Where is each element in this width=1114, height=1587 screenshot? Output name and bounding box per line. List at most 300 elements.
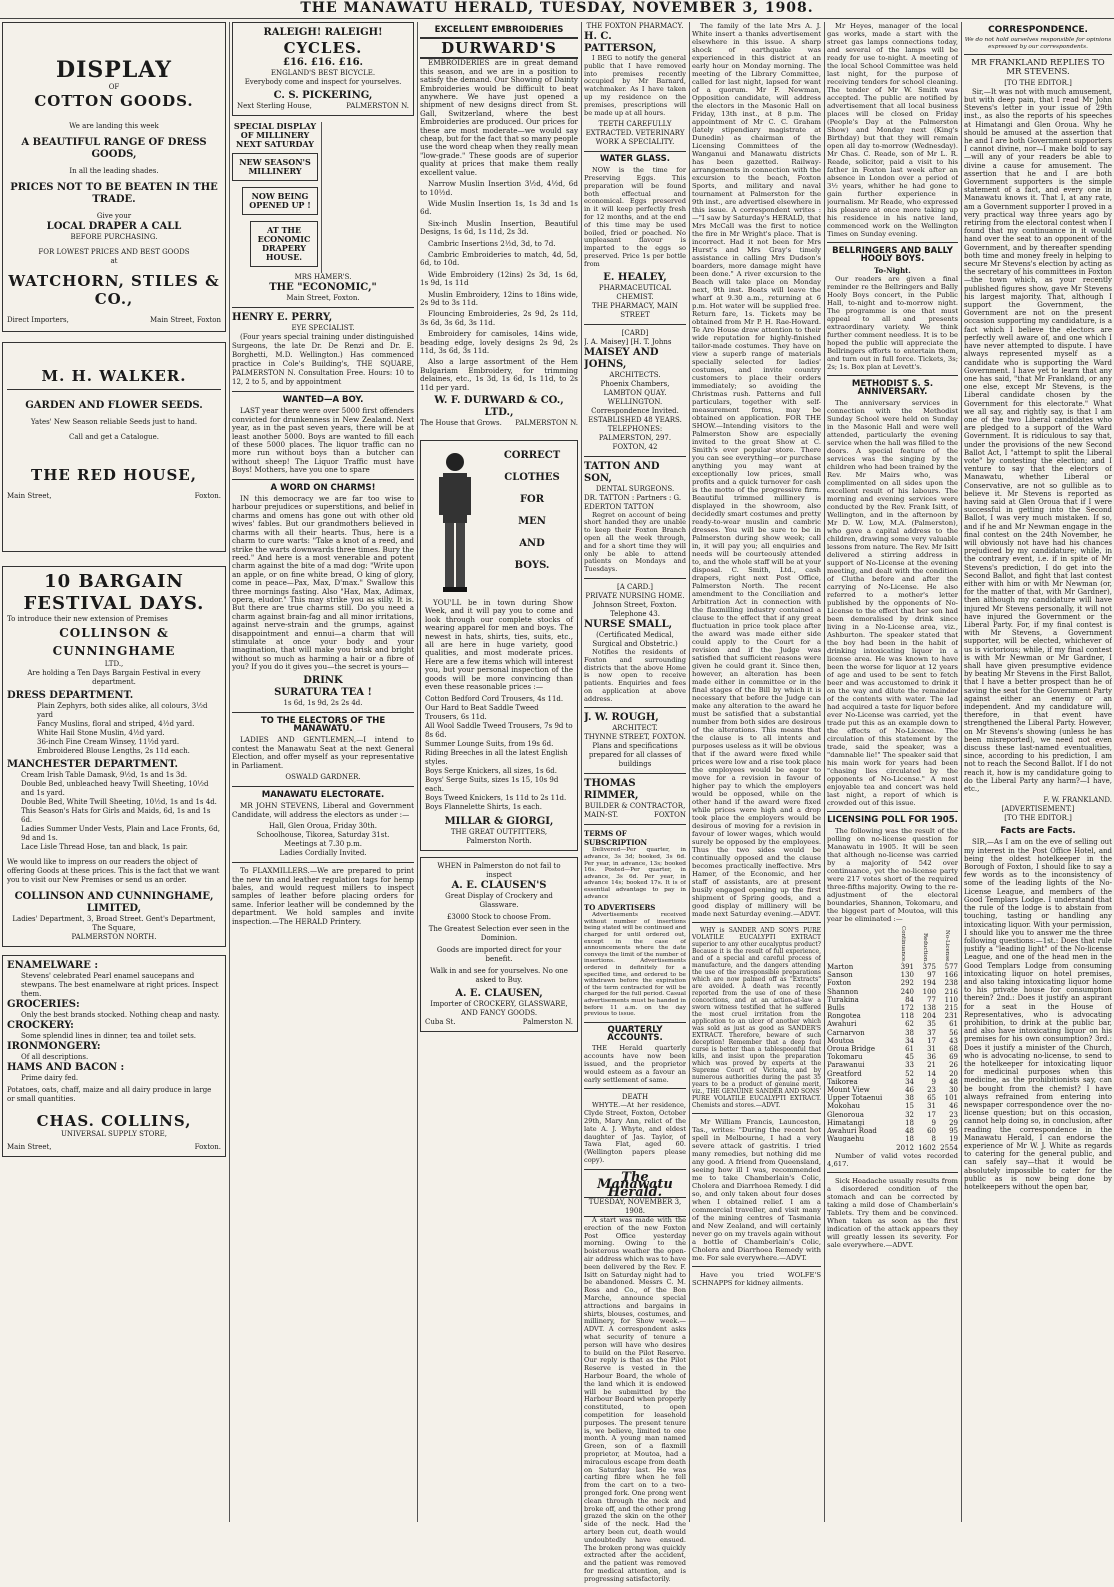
ad-text: We are landing this week — [69, 122, 159, 130]
list-item: Wide Embroidery (12ins) 2s 3d, 1s 6d, 1s 9d, 1s 11d — [420, 269, 578, 288]
ad-firm-name: A. E. CLAUSEN'S — [451, 879, 547, 891]
list-item: Double Bed, unbleached heavy Twill Sheeting, 10½d and 1s yard. — [21, 780, 209, 797]
section-heading: DEATH — [621, 1093, 649, 1102]
list-item: Ladies Summer Under Vests, Plain and Lace Fronts, 6d, 9d and 1s. — [21, 825, 220, 842]
table-cell: 9 — [931, 1077, 936, 1086]
ad-text: PALMERSTON NORTH. — [71, 933, 157, 941]
ad-collins — [2, 955, 226, 1157]
table-cell: Turakina — [827, 995, 859, 1004]
table-cell: Foxton — [827, 979, 852, 988]
ad-text: TEETH CAREFULLY EXTRACTED. VETERINARY WORK A SPECIALITY. — [585, 120, 685, 147]
ad-title: CORRECT — [503, 450, 561, 462]
manchester-list — [7, 771, 221, 852]
divider — [584, 324, 686, 325]
table-cell: 130 — [900, 971, 914, 980]
table-cell: 118 — [900, 1012, 914, 1021]
table-cell: 31 — [927, 1045, 936, 1054]
section-heading: TERMS OF SUBSCRIPTION — [584, 829, 648, 848]
ad-text: [TO THE EDITOR.] — [1004, 814, 1072, 823]
table-cell: 38 — [905, 1028, 914, 1037]
ad-firm-name: COLLINSON & CUNNINGHAME — [52, 626, 176, 658]
ad-firm-name: NURSE SMALL, — [584, 618, 673, 630]
table-cell: 46 — [905, 1086, 914, 1095]
ad-title: SPECIAL DISPLAY OF MILLINERY NEXT SATURDAY — [233, 121, 317, 149]
ad-text: Everybody come and inspect for yourselves. — [244, 78, 402, 86]
table-cell: 166 — [944, 971, 958, 980]
table-cell: 29 — [949, 1118, 958, 1127]
ad-text: Regret on account of being short handed they are unable to keep their Foxton Branch open all the week through, and for a short time they will only be able to attend patients on Mondays and Tuesdays. — [584, 510, 686, 574]
signature: F. W. FRANKLAND. — [1043, 796, 1112, 805]
ad-text: Of all descriptions. — [21, 1053, 89, 1061]
list-item: Muslin Embroidery, 12ins to 18ins wide, 2s 9d to 3s 11d. — [420, 289, 578, 307]
table-cell: 18 — [905, 1135, 914, 1144]
ad-text: Great Display of Crockery and Glassware. — [445, 891, 553, 909]
section-heading: EXCELLENT EMBROIDERIES — [434, 25, 564, 35]
ad-text: THE PHARMACY, MAIN STREET — [591, 301, 679, 319]
list-item: Our Hard to Beat Saddle Tweed Trousers, 6s 11d. — [425, 703, 539, 721]
divider — [7, 389, 221, 390]
table-cell: 34 — [905, 1077, 914, 1086]
ad-raleigh — [232, 22, 414, 116]
ad-text: Phoenix Chambers, — [600, 379, 670, 388]
table-row — [827, 1061, 958, 1069]
column-7 — [964, 22, 1112, 1194]
ad-firm-name: WATCHORN, STILES & CO., — [8, 272, 220, 308]
ad-firm-name: C. S. PICKERING, — [273, 90, 373, 101]
ad-text: A BEAUTIFUL RANGE OF DRESS GOODS, — [21, 137, 207, 160]
table-cell: Tokomaru — [827, 1053, 863, 1062]
table-cell: 2554 — [940, 1143, 958, 1152]
table-cell: 17 — [927, 1110, 936, 1119]
table-row — [827, 1053, 958, 1061]
ad-footer-left: MAIN-ST. — [584, 811, 619, 820]
list-item: Boys Serge Knickers, all sizes, 1s 6d. — [425, 766, 557, 775]
section-heading: WANTED—A BOY. — [282, 395, 364, 405]
list-item: Six-inch Muslin Insertion, Beautiful Designs, 1s 6d, 1s 11d, 2s 3d. — [420, 218, 578, 237]
ad-text: Only the best brands stocked. Nothing cheap and nasty. — [21, 1011, 220, 1019]
article-text: To FLAXMILLERS.—We are prepared to print the new tin and leather regulation tags for hemp bales, and would request millers to inspect samples of leather before placing orders for same. Inferior leather will be condemned by the department. We hold samples and invite inspection.—The HERALD Printery. — [232, 866, 414, 926]
ad-text: Some splendid lines in dinner, tea and toilet sets. — [21, 1032, 197, 1040]
ad-collinson — [2, 566, 226, 947]
ad-text: ARCHITECTS. — [609, 370, 661, 379]
column-rule — [689, 22, 690, 1522]
divider — [964, 54, 1112, 55]
column-6 — [827, 22, 958, 1252]
table-row — [827, 1029, 958, 1037]
ad-firm-name: H. C. PATTERSON, — [584, 31, 657, 54]
column-rule — [581, 22, 582, 1522]
list-item: Riding Breeches in all the latest English styles. — [425, 748, 568, 766]
table-cell: 18 — [905, 1118, 914, 1127]
ad-footer-left: Direct Importers, — [7, 316, 69, 324]
divider — [584, 1088, 686, 1089]
newspaper-title: The Manawatu Herald. — [597, 1169, 673, 1201]
divider — [232, 391, 414, 392]
ad-footer-left: Main Street, — [7, 492, 52, 500]
ad-footer — [425, 1018, 573, 1027]
table-row — [827, 1012, 958, 1020]
ad-title: CLOTHES — [504, 472, 560, 484]
ad-text: ESTABLISHED 48 YEARS. — [588, 415, 682, 424]
ad-title: AND — [519, 538, 545, 550]
divider — [232, 862, 414, 863]
article-text: EMBROIDERIES are in great demand this season, and we are in a position to satisfy the demand. Our Showing of Dainty Embroideries would be difficult to beat anywhere. We have just opened a shipment of new designs direct from St. Gall, Switzerland, where the best Embroideries are produced. Our prices for these are most moderate—we would say cheap, but for the fact that so many people use the word cheap when they really mean "low-grade." These goods are of superior quality at prices that make them really excellent value. — [420, 58, 578, 177]
ad-text: We would like to impress on our readers the object of offering Goods at these prices. This is the fact that we want you to visit our New Premises or send us an order. — [7, 858, 220, 884]
ad-text: Give your — [96, 212, 132, 220]
table-row — [827, 1078, 958, 1086]
ad-text: NOW is the time for Preserving Eggs. This preparation will be found both effectual and economical. Eggs preserved in it will keep perfectly fresh for 12 months, and at the end of this time may be used boiled, fried or poached. No unpleasant flavour is imparted to the eggs so preserved. Price 1s per bottle from — [584, 166, 686, 268]
table-cell: 238 — [944, 979, 958, 988]
column-4 — [584, 22, 686, 1587]
table-cell: Greatford — [827, 1069, 862, 1078]
ad-text: Goods are imported direct for your benefit. — [436, 945, 562, 963]
ad-text: NEW SEASON'S MILLINERY — [232, 153, 318, 181]
article-text: The family of the late Mrs A. J. White insert a thanks advertisement elsewhere in this issue. A sharp shock of earthquake was experienced in this district at an early hour on Monday morning. The meeting of the Library Committee, called for last night, lapsed for want of a quorum. Mr F. Newman, Opposition candidate, will address the electors in the Masonic Hall on Friday, 13th inst., at 8 p.m. The appointment of Mr C. C. Graham (lately stipendiary magistrate at Dunedin) as chairman of the Licensing Committees of the Wanganui and Manawatu districts has been gazetted. Railway-arrangements in connection with the excursion to the beach, Foxton Sports, and military and naval tournament at Palmerston for the 9th inst., are advertised elsewhere in this issue. A correspondent writes :—"I saw by Saturday's HERALD, that Mrs McCall was the first to notice the fire in Mr Wright's place. That is incorrect. Had it not been for Mrs Hurst's and Mrs Gray's timely assistance in calling Mrs Dudson's boarders, more damage might have been done." A river excursion to the Beach will take place on Monday next, 9th inst. Boats will leave the wharf at 9.30 a.m., returning at 6 p.m. Hot water will be supplied free. Return fare, 1s. Tickets may be obtained from Mr P. H. Rae-Howard. Te Aro House draw attention to their wide reputation for highly-finished tailor-made costumes. They have on view a superb range of materials specially selected for ladies' costumes, and invite country customers to place their orders immediately; so avoiding the Christmas rush. Patterns and full particulars, together with self-measurement forms, may be obtained on application. FOR THE SHOW.—Intending visitors to the Palmerston Show are especially invited to the great Show at C. Smith's ever popular store. There you can see everything—or purchase anything you may want at exceptionally low prices, small profits and a quick turnover for cash is the motto of the progressive firm. Beautiful trimmed millinery is displayed in the showroom, also decidedly smart costumes and pretty ready-to-wear muslin and cambric dresses. You will be sure to be in Palmerston during show week; call in, it will pay you; all enquiries and needs will be courteously attended to, and the whole staff will be at your disposal. C. Smith, Ltd., cash drapers, right next Post Office, Palmerston North. The recent amendment to the Conciliation and Arbitration Act in connection with the flaxmilling industry contained a clause to the effect that if any great fluctuation in price took place after the award was made either side could apply to the Court for a revision and if the Judge was satisfied that sufficient reasons were given he could grant it. Since then, however, an alteration has been made either in committee or in the final stages of the Bill by which it is necessary that before the Judge can make any alteration to the award he must be satisfied that a substantial number from both sides are desirous of the alterations. This means that the clause is to all intents and purposes useless as it will be obvious that if the award were fixed while prices were low and a rise took place the employees would be eager to move for a revision in favour of higher pay to which the employers would be opposed, while on the other hand if the award were fixed while prices were high and a drop took place the employers would be desirous of moving for a revision in favour of lower wages, which would surely be opposed by the employees. Thus the two sides would be continually opposed and the clause becomes practically ineffective. Mrs Hamer, of the Economic, and her staff of assistants, are at present busily engaged opening up the first shipment of Spring goods, and a good display of millinery will be made next Saturday evening.—ADVT. — [692, 22, 821, 918]
ad-text: [CARD] — [621, 328, 649, 337]
ad-title: SURATURA TEA ! — [274, 686, 372, 698]
table-row — [827, 979, 958, 987]
ad-text: Walk in and see for yourselves. No one asked to Buy. — [430, 966, 568, 984]
ad-title: COTTON GOODS. — [34, 92, 194, 110]
ad-title: RALEIGH! RALEIGH! — [263, 27, 383, 38]
ad-text: Main Street, Foxton. — [286, 294, 360, 302]
ad-footer-right: FOXTON — [654, 811, 686, 820]
list-item: Boys Tweed Knickers, 1s 11d to 2s 11d. — [425, 793, 567, 802]
man-figure-illustration — [425, 447, 485, 597]
ad-text: Schoolhouse, Tikorea, Saturday 31st. — [256, 831, 390, 840]
table-body — [827, 963, 958, 1152]
divider — [584, 151, 686, 152]
article-text: MR JOHN STEVENS, Liberal and Government Candidate, will address the electors as under :— — [232, 801, 414, 819]
ad-text: LTD., — [104, 660, 124, 668]
divider — [692, 922, 821, 923]
ad-text: GARDEN AND FLOWER SEEDS. — [25, 400, 203, 411]
ad-footer-right: Foxton. — [194, 492, 221, 500]
ad-text: THYNNE STREET, FOXTON. — [584, 733, 686, 742]
article-text: THE Herald quarterly accounts have now been issued, and the proprietor would esteem as a favour an early settlement of same. — [584, 1044, 686, 1084]
table-cell: Awahuri Road — [827, 1127, 877, 1136]
ad-footer-left: Main Street, — [7, 1143, 52, 1151]
table-cell: 38 — [905, 1094, 914, 1103]
list-item: Cream Irish Table Damask, 9½d, 1s and 1s 3d. — [21, 771, 188, 779]
divider — [827, 242, 958, 243]
letter-text: Sir,—It was not with much amusement, but with deep pain, that I read Mr John Stevens's letter in your issue of 29th inst., as also the reports of his speeches at Himatangi and Glen Oroua. Why he should be amused at the assertion that he and I are both Government supporters I cannot divine, nor—I make bold to say—will any of your readers be able to divine a cause for amusement. The assertion that he and I are both Government supporters is the simple statement of a fact, and every one in Manawatu knows it. That I, at any rate, am a Government supporter I proved in a very practical way three years ago by retiring from the electoral contest when I found that my continuance in it would hand over the seat to an opponent of the Government, and by thereafter spending both time and money freely in helping to secure Mr Stevens's election by acting as the secretary of his committees in Foxton—the town which, as your recently published figures show, gave Mr Stevens his largest majority. That, although I support the Government, the Government are not on the present occasion supporting my candidature, is a fact which I believe the electors are perfectly well aware of, and one which I have never attempted to dispute. I have always represented myself as a candidate who is supporting the Ward Government. I have yet to learn that any one has said, "that Mr Frankland, or any one else, except Mr Stevens, is the Liberal candidate chosen by the Government for this electorate." What we all say, and rightly say, is that I am one of the two Liberal candidates who are pledged to a support of the Ward Government. It is ridiculous to say that, under the provisions of the new Second Ballot Act, I "attempt to split the Liberal vote" by contesting the election; and I venture to say that the electors of Manawatu, whether Liberal or Conservative, are not so gullible as to believe it. Mr Stevens is reported as having said at Glen Oroua that if I were successful in getting into the Second Ballot, I was very much mistaken. If so, and if he and Mr Newman engage in the final contest on the 24th November, he will obviously not have had his chances prejudiced by my candidature; while, in the contrary event, i.e. if in spite of Mr Stevens's prediction, I do get into the Second Ballot, and fight that last contest either with him or with Mr Newman (or, for the matter of that, with Mr Gardner), then although my candidature will have injured Mr Stevens personally, it will not have injured the Government or the Liberal Party. For, if my final contest is with Mr Stevens, a Government supporter, will be elected, whichever of us is victorious; while, if my final contest is with Mr Newman or Mr Gardner, I shall have given presumptive evidence by beating Mr Stevens in the First Ballot, that I have a better prospect than he of saving the seat for the Government Party against either an enemy or an independent. And my candidature will, therefore, in that event have strengthened the Liberal Party. However, on Mr Stevens's showing (unless he has been misreported), we need not even discuss these last-named eventualities, since, according to his prediction, I am not to reach the Second Ballot. If I do not reach it, how is my candidature going to do the Liberal Party any harm?—I have, etc., — [964, 87, 1112, 794]
section-heading: LICENSING POLL FOR 1905. — [827, 815, 958, 825]
section-subheading: To-Night. — [874, 266, 911, 275]
section-heading: Facts are Facts. — [1000, 826, 1076, 837]
ad-section-heading: CROCKERY: — [7, 1020, 74, 1031]
ad-footer — [7, 1143, 221, 1152]
ad-footer-right: PALMERSTON N. — [346, 102, 409, 110]
list-item: Also a large assortment of the Hem Bulgariam Embroidery, for trimming delaines, etc., 1s 3d, 1s 6d, 1s 11d, to 2s 11d per yard. — [420, 357, 578, 392]
table-cell: Moutoa — [827, 1036, 855, 1045]
ad-title: CYCLES. — [283, 39, 363, 57]
letter-heading: MR FRANKLAND REPLIES TO MR STEVENS. — [971, 58, 1105, 77]
ad-perry — [232, 312, 414, 387]
ad-text: (Certificated Medical, Surgical and Obstetric.) — [592, 630, 678, 648]
table-cell: 21 — [927, 1061, 936, 1070]
ad-text: £3000 Stock to choose From. — [446, 912, 552, 921]
divider — [584, 773, 686, 774]
table-cell: 8 — [931, 1135, 936, 1144]
table-cell: Glenoroua — [827, 1110, 864, 1119]
table-row — [827, 1102, 958, 1110]
divider — [232, 307, 414, 308]
section-heading: WATER GLASS. — [599, 154, 671, 165]
ad-text: OF — [108, 83, 120, 91]
ad-firm-name: THE RED HOUSE, — [31, 466, 197, 484]
ad-firm-name: W. F. DURWARD & CO., LTD., — [434, 395, 564, 419]
table-cell: 194 — [922, 979, 936, 988]
table-cell: 45 — [905, 1053, 914, 1062]
divider — [692, 1266, 821, 1267]
table-cell: Himatangi — [827, 1118, 865, 1127]
embroidery-list — [420, 180, 578, 392]
table-cell: 215 — [944, 1004, 958, 1013]
list-item: Fancy Muslins, floral and striped, 4½d yard. — [37, 720, 195, 728]
ad-footer-right: Foxton. — [194, 1143, 221, 1151]
table-cell: Parawanui — [827, 1061, 865, 1070]
section-heading: BELLRINGERS AND BALLY HOOLY BOYS. — [832, 246, 953, 264]
table-cell: 172 — [900, 1004, 914, 1013]
ad-text: FOR LOWEST PRICES AND BEST GOODS — [38, 248, 190, 256]
table-cell: Bulls — [827, 1004, 845, 1013]
table-cell: 138 — [922, 1004, 936, 1013]
table-row — [827, 1119, 958, 1127]
column-rule — [229, 22, 230, 1522]
ad-firm-name: HENRY E. PERRY, — [232, 312, 333, 323]
ad-text: PALMERSTON, 297. FOXTON, 42 — [598, 433, 672, 451]
table-header-cell: Reduction. — [922, 932, 929, 964]
ad-footer — [7, 492, 221, 501]
ad-text: Stevens' celebrated Pearl enamel saucepans and stewpans. The best enamelware at right prices. Inspect them. — [21, 972, 219, 998]
ad-text: NOW BEING OPENED UP ! — [242, 187, 318, 215]
ad-text: UNIVERSAL SUPPLY STORE, — [61, 1130, 167, 1138]
list-item: Embroidered Blouse Lengths, 2s 11d each. — [37, 747, 190, 755]
ad-text: J. A. Maisey] [H. T. Johns — [584, 337, 672, 346]
column-rule — [824, 22, 825, 1522]
list-item: Boys Flannelette Shirts, 1s each. — [425, 802, 542, 811]
ad-firm-name: J. W. ROUGH, — [584, 712, 659, 724]
ad-text: PHARMACEUTICAL CHEMIST. — [598, 283, 672, 301]
ad-watchorn-stiles — [2, 22, 226, 332]
table-cell: 56 — [949, 1028, 958, 1037]
table-cell: 240 — [900, 987, 914, 996]
article-text: Number of valid votes recorded 4,617. — [827, 1151, 958, 1168]
column-rule — [417, 22, 418, 1522]
table-cell: Marton — [827, 963, 854, 972]
table-cell: 52 — [905, 1069, 914, 1078]
table-cell: 33 — [905, 1061, 914, 1070]
table-row — [827, 1127, 958, 1135]
divider — [584, 578, 686, 579]
ad-text: PRICES NOT TO BE BEATEN IN THE TRADE. — [10, 182, 218, 205]
ad-walker — [2, 342, 226, 552]
letter-text: SIR,—As I am on the eve of selling out my interest in the Post Office Hotel, and being the oldest hotelkeeper in the Borough of Foxton, I should like to say a few words as to the inconsistency of some of the leading lights of the No-License League, and members of the Good Templars Lodge. I understand that the rule of the lodge is to abstain from touching, tasting or handling any intoxicating liquor. With your permission, I should like you to answer me the three following questions:—1st.: Does that rule justify a "leading light" of the No-license League, and one of the head men in the Good Templars Lodge from consuming intoxicating liquor on hotel premises, and also taking intoxicating liquor home to his private house for consumption therein? 2nd.: Does it justify an aspirant for a seat in the House of Representatives, who is advocating prohibition, to drink at the public bar, and also have intoxicating liquor on his premises for his own consumption? 3rd.: Does it justify a minister of the Church, who is advocating no-license, to send to the hotelkeeper for intoxicating liquor for medicinal purposes when this medicine, as the prohibitionists say, can be bought from the chemist? I have always refrained from entering into newspaper correspondence over the no-license question; but on this occasion, cannot help doing so, in conclusion, after reading the correspondence in the Manawatu Herald, I can endorse the experience of Mr W. J. White as regards to catering for the general public, and can safely say—that it would be absolutely impossible to cater for the public as is now being done by hotelkeepers without the open bar, — [964, 838, 1112, 1191]
table-cell: Carnarvon — [827, 1028, 865, 1037]
ad-firm-name: MILLAR & GIORGI, — [444, 815, 554, 827]
table-row — [827, 1111, 958, 1119]
article-text: The anniversary services in connection with the Methodist Sunday School were held on Sunday in the Masonic Hall and were well attended, particularly the evening service when the hall was filled to the doors. A special feature of the services was the singing by the children who had been trained by the Rev. Mr Mairs who, was complimented on all sides upon the excellent result of his labours. The morning and evening services were conducted by the Rev. Frank Isitt, of Wellington, and in the afternoon by Mr D. W. Low, M.A. (Palmerston), who gave a capital address to the children, drawing some very valuable lessons from nature. The Rev. Mr Isitt delivered a stirring address in support of No-License at the evening meeting, and dealt with the condition of Clutha before and after the carrying of No-License. He also referred to a mother's letter published by the opponents of No-License to the effect that her son had been demoralised by drink since living in a No-License area, viz., Ashburton. The speaker stated that the boy had been in the habit of drinking intoxicating liquor in a license area. He was known to have been the worse for liquor at 12 years of age and used to be sent to fetch beer and was accustomed to drink it on the way and dilute the remainder of the contents with water. The lad had acquired a taste for liquor before ever No-License was carried, yet the trade put this as an example down to the effects of No-License. The circulation of this statement by the trade, said the speaker, was a "damnable lie!" The speaker said that his main work for years had been "chasing lies circulated by the opponents of No-License." A most enjoyable tea and concert was held last night, a report of which is crowded out of this issue. — [827, 399, 958, 807]
ad-text: 1s 6d, 1s 9d, 2s 2s 4d. — [283, 698, 363, 707]
ad-millinery — [232, 122, 322, 273]
list-item: Embroidery for camisoles, 14ins wide, beading edge, lovely designs 2s 9d, 2s 11d, 3s 6d, 3s 11d. — [420, 329, 578, 355]
article-text: IN this democracy we are far too wise to harbour prejudices or superstitions, and belief in charms and omens has gone out with other old wives' fables. But our grandmothers believed in charms with all their hearts. Thus, here is a charm to cure warts: "Take a knot of a reed, and strike the warts downwards three times. Bury the reed." And here is a most venerable and potent charm against the bite of a mad dog: "Write upon an apple, or on fine white bread, O king of glory, come in peace—Pax, Max, D'max." Swallow this three mornings fasting. Also "Hax, Max, Adimax, opera, eludor." This may strike you as silly. It is. But there are true charms still. Do you need a charm against brain-fag and all minor irritations, against nerve-strain and the grumps, against disappointment and ennui—a charm that will stimulate at once your body and your imagination, that will make you brisk and bright without so much as harming a hair or a fibre of you? If you do it gives you—the secret is yours— — [232, 494, 414, 672]
editorial-note: We do not hold ourselves responsible for opinions expressed by our correspondents. — [964, 37, 1112, 50]
table-cell: 61 — [905, 1045, 914, 1054]
article-text: WHY is SANDER AND SON'S PURE VOLATILE EUCALYPTI EXTRACT superior to any other eucalyptus product? Because it is the result of full experience, and of a special and careful process of manufacture, and the dangers attending the use of the irresponsible preparations which are now palmed off as "Extracts" are avoided. A death was recently reported from the use of one of these concoctions, and at an action-at-law a sworn witness testified that he suffered the most cruel irritation from the application to an ulcer of another which was sold as just as good as SANDER'S EXTRACT. Therefore, beware of such deception! Remember that a deep foul curse is better than a tablespoonful that kills, and insist upon the preparation which was proved by experts at the Supreme Court of Victoria, and by numerous authorities during the past 35 years to be a product of genuine merit, viz., THE GENUINE SANDER AND SONS' PURE VOLATILE EUCALYPTI EXTRACT. Chemists and stores.—ADVT. — [692, 927, 821, 1109]
table-row — [827, 988, 958, 996]
table-cell: 216 — [944, 987, 958, 996]
ad-text: at — [110, 257, 118, 265]
list-item: Cambric Embroideries to match, 4d, 5d, 6d, to 10d. — [420, 249, 578, 268]
ad-firm-name: E. HEALEY, — [603, 271, 667, 283]
table-cell: 19 — [949, 1135, 958, 1144]
article-text: Delivered—Per quarter, in advance, 3s 3d; booked, 3s 6d. Per year, in advance, 13s; booked 16s. Posted—Per quarter, in advance, 3s 6d. Per year, in advance 14s; booked 17s. It is of essential advantage to pay in advance — [584, 847, 686, 900]
table-header-cell — [827, 926, 892, 963]
list-item: Plain Zephyrs, both sides alike, all colours, 3½d yard — [37, 702, 208, 719]
ad-clausen — [420, 857, 578, 1032]
article-text: LAST year there were over 5000 first offenders convicted for drunkenness in New Zealand. Next year, as in the past seven years, there will be at least another 5000. Boys are wanted to fill each of these 5000 places. The liquor traffic can no more run without boys than a butcher can without sheep! The Liquor Traffic must have Boys! Mothers, have you one to spare — [232, 406, 414, 475]
table-row — [827, 1144, 958, 1152]
section-heading: QUARTERLY ACCOUNTS. — [607, 1024, 663, 1043]
table-cell: 375 — [922, 963, 936, 972]
divider — [584, 456, 686, 457]
article-text: Have you tried WOLFE'S SCHNAPPS for kidney ailments. — [692, 1271, 821, 1287]
ad-text: Prime dairy fed. — [21, 1074, 79, 1082]
table-header-row — [827, 926, 958, 963]
ad-footer — [420, 419, 578, 428]
ad-text: £16. £16. £16. — [282, 57, 364, 68]
ad-text: I BEG to notify the general public that I have removed into premises recently occupied by Mr Barnard, watchmaker. As I have taken up my residence on the premises, prescriptions will be made up at all hours. — [584, 54, 686, 117]
ad-text: Importer of CROCKERY, GLASSWARE, AND FANCY GOODS. — [430, 999, 568, 1017]
table-cell: 20 — [949, 1069, 958, 1078]
table-row — [827, 971, 958, 979]
table-cell: 60 — [927, 1127, 936, 1136]
table-row — [827, 1094, 958, 1102]
table-cell: 95 — [949, 1127, 958, 1136]
ad-text: Telephone 43. — [610, 609, 660, 618]
section-heading: TO THE ELECTORS OF THE MANAWATU. — [260, 715, 386, 734]
table-cell: 204 — [922, 1012, 936, 1021]
column-1 — [2, 22, 226, 1163]
ad-text: Notifies the residents of Foxton and surrounding districts that the above Home is now open to receive patients. Enquiries and fees on application at above address. — [584, 647, 686, 703]
table-cell: 9 — [931, 1118, 936, 1127]
ad-text: [TO THE EDITOR.] — [1004, 78, 1072, 87]
ad-title: M. H. WALKER. — [41, 367, 187, 385]
ad-firm-name: THOMAS RIMMER, — [584, 778, 639, 802]
table-cell: 48 — [905, 1127, 914, 1136]
ad-text: Hall, Glen Oroua, Friday 30th. — [268, 822, 378, 831]
ad-text: ARCHITECT. — [612, 724, 658, 733]
list-item: Double Bed, White Twill Sheeting, 10½d, 1s and 1s 4d. — [21, 798, 217, 806]
article-text: Mr Heyes, manager of the local gas works, made a start with the street gas lamps connections today, and several of the lamps will be ready for use to-night. A meeting of the local School Committee was held last night, for the purpose of receiving tenders for school cleaning. The tender of Mr W. Smith was accepted. The public are notified by advertisement that all local business places will be closed on Friday (People's Day at the Palmerston Show) and Monday next (King's Birthday) but that they will remain open all day to-morrow (Wednesday). Mr Chas. C. Reade, son of Mr L. R. Reade, solicitor, paid a visit to his father in Foxton last week after an absence in London over a period of 3½ years, whither he had gone to gain further experience in journalism. Mr Reade, who expressed his pleasure at once more taking up his residence in his native land, commenced work on the Wellington Times on Sunday evening. — [827, 22, 958, 238]
table-cell: Taikorea — [827, 1077, 858, 1086]
column-3 — [420, 22, 578, 1038]
table-row — [827, 1020, 958, 1028]
table-cell: Oroua Bridge — [827, 1045, 876, 1054]
table-cell: 35 — [927, 1020, 936, 1029]
ad-firm-name: THE "ECONOMIC," — [269, 282, 377, 293]
table-cell: 34 — [905, 1036, 914, 1045]
ad-title: MEN — [518, 516, 546, 528]
article-text: The following was the result of the polling on no-license question for Manawatu in 1905. It will be seen that although no-license was carried by a majority of 542 over continuance, yet the no-license party were 217 votes short of the required three-fifths majority. Owing to the re-adjustment of the electoral boundaries, Shannon, Tokomaru, and the biggest part of Moutoa, will this year be eliminated :— — [827, 827, 958, 923]
list-item: Cambric Insertions 2½d, 3d, to 7d. — [428, 238, 556, 248]
list-item: Boys' Serge Suits, sizes 1s 15, 10s 9d each. — [425, 775, 559, 793]
ad-text: Yates' New Season reliable Seeds just to hand. — [30, 418, 198, 426]
ad-text: [A CARD.] — [616, 582, 653, 591]
list-item: White Hail Stone Muslin, 4½d yard. — [37, 729, 165, 737]
table-header-cell: No-License. — [944, 929, 951, 964]
table-cell: 37 — [927, 1028, 936, 1037]
table-cell: 68 — [949, 1045, 958, 1054]
ad-section-heading: HAMS AND BACON : — [7, 1062, 125, 1073]
table-cell: 391 — [900, 963, 914, 972]
masthead: THE MANAWATU HERALD, TUESDAY, NOVEMBER 3, 1908. — [0, 0, 1114, 19]
ad-text: Call and get a Catalogue. — [68, 433, 159, 441]
ad-footer — [584, 811, 686, 820]
ad-text: DR. TATTON : Partners : G. EDERTON TATTON — [584, 493, 682, 511]
ad-footer-right: Palmerston N. — [522, 1017, 573, 1026]
ad-footer-right: Main Street, Foxton — [150, 316, 221, 324]
section-heading: A WORD ON CHARMS! — [270, 482, 376, 493]
table-cell: 31 — [927, 1102, 936, 1111]
list-item: Lace Lisle Thread Hose, tan and black, 1s pair. — [21, 843, 188, 851]
ad-text: Meetings at 7.30 p.m. — [284, 840, 362, 849]
ad-text: WHEN in Palmerston do not fail to inspect — [437, 861, 561, 879]
table-cell: 14 — [927, 1069, 936, 1078]
divider — [584, 1022, 686, 1023]
table-row — [827, 1037, 958, 1045]
ad-footer-right: PALMERSTON N. — [515, 419, 578, 428]
table-cell: Mokohau — [827, 1102, 861, 1111]
ad-text: The Greatest Selection ever seen in the Dominion. — [428, 924, 570, 942]
divider — [827, 1172, 958, 1173]
column-5 — [692, 22, 821, 1290]
table-cell: 61 — [949, 1020, 958, 1029]
list-item: Narrow Muslin Insertion 3½d, 4½d, 6d to 10½d. — [420, 179, 578, 197]
list-item: Summer Lounge Suits, from 19s 6d. — [425, 739, 554, 748]
ad-text: EYE SPECIALIST. — [291, 324, 355, 332]
table-cell: Rongotea — [827, 1012, 861, 1021]
table-cell: 77 — [927, 995, 936, 1004]
table-cell: 2012 — [896, 1143, 914, 1152]
section-heading: TO ADVERTISERS — [584, 903, 656, 913]
ad-title: DISPLAY — [56, 57, 172, 83]
ad-title: PRIVATE NURSING HOME. — [585, 591, 685, 600]
table-cell: 1602 — [918, 1143, 936, 1152]
section-heading: CORRESPONDENCE. — [988, 25, 1088, 35]
ad-footer — [7, 316, 221, 325]
ad-text: Plans and specifications prepared for all classes of buildings — [588, 742, 682, 769]
ad-section-heading: DRESS DEPARTMENT. — [7, 690, 134, 701]
table-cell: 231 — [944, 1012, 958, 1021]
ad-text: (Four years special training under distinguished Surgeons, the late Dr. De Renzi and Dr. E. Borghetti, M.D. Wellington.) Has commenced practice in Cole's Building's, THE SQUARE, PALMERSTON N. Consultation Free. Hours: 10 to 12, 2 to 5, and by appointment — [232, 333, 414, 386]
table-cell: 84 — [905, 995, 914, 1004]
ad-text: MRS HAMER'S. — [294, 273, 352, 281]
ad-text: AT THE ECONOMIC DRAPERY HOUSE. — [250, 221, 318, 267]
ad-firm-name: DURWARD'S — [420, 37, 578, 59]
table-cell: 15 — [905, 1102, 914, 1111]
ad-section-heading: GROCERIES: — [7, 999, 80, 1010]
article-text: LADIES AND GENTLEMEN,—I intend to contest the Manawatu Seat at the next General Election, and offer myself as your representative in Parliament. — [232, 735, 414, 770]
table-cell — [827, 1144, 892, 1152]
table-cell: Mount View — [827, 1086, 870, 1095]
ad-text: Ladies' Department, 3, Broad Street. Gent's Department, The Square, — [12, 915, 216, 932]
table-cell: Shannon — [827, 987, 859, 996]
article-text: WHYTE.—At her residence, Clyde Street, Foxton, October 29th, Mary Ann, relict of the late A. J. Whyte, and eldest daughter of Jas. Taylor, of Tawa Flat, aged 60. (Wellington papers please copy). — [584, 1101, 686, 1164]
table-cell: 30 — [949, 1086, 958, 1095]
